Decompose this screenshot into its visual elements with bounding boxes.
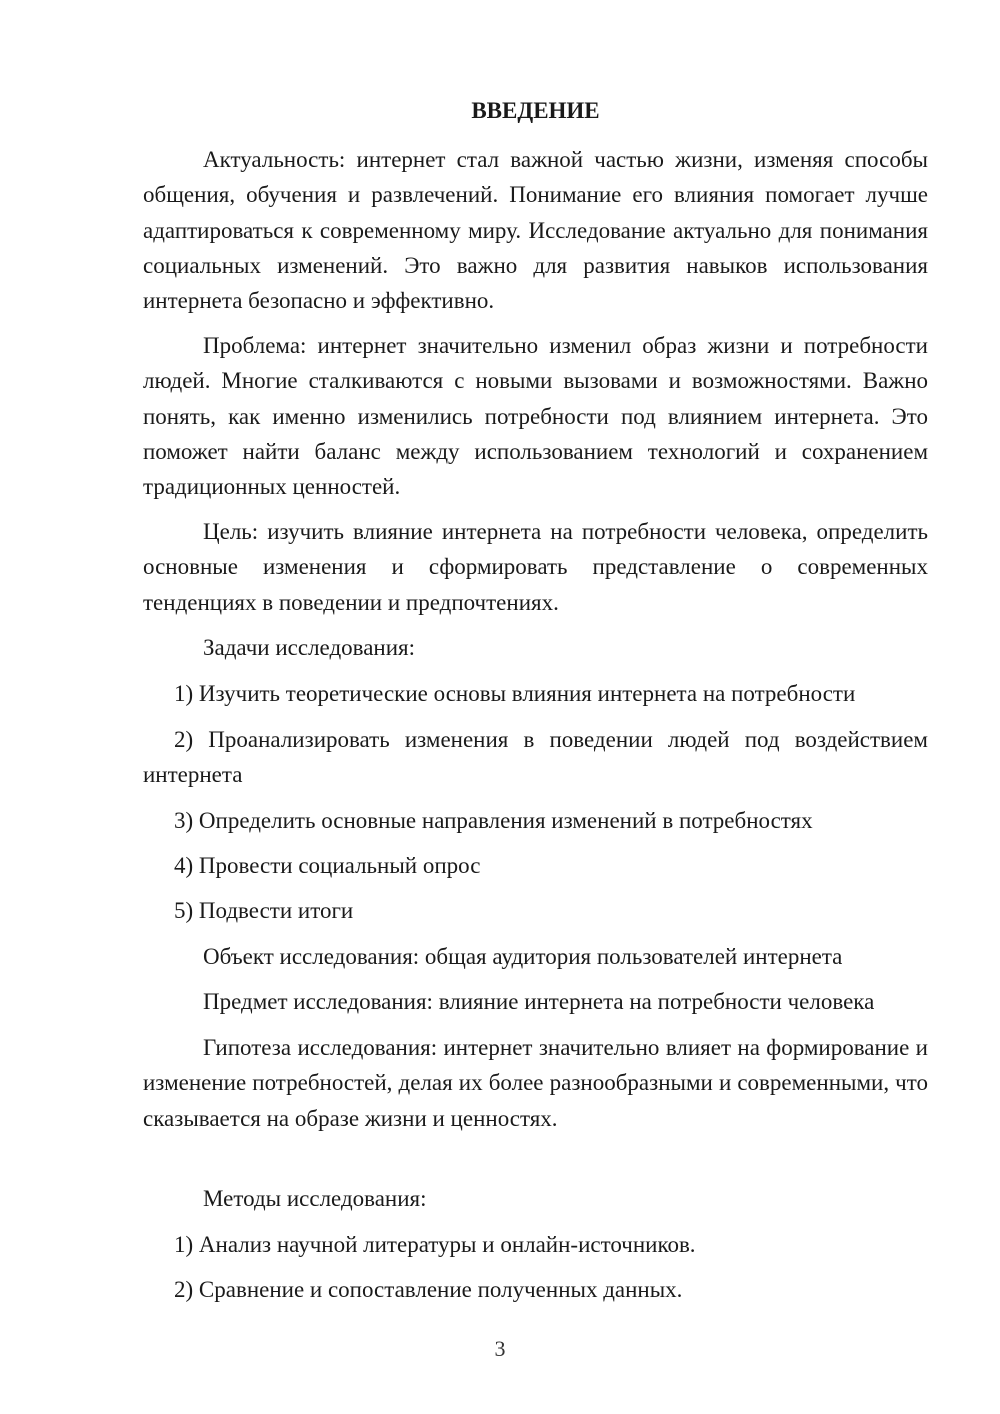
subject-paragraph: Предмет исследования: влияние интернета на потребности человека [203, 989, 875, 1014]
task-item-4: 4) Провести социальный опрос [174, 853, 481, 878]
goal-paragraph: Цель: изучить влияние интернета на потребности человека, определить основные изменения и сформировать представление о современных тенденциях в поведении и предпочтениях. [143, 519, 928, 615]
task-item-3: 3) Определить основные направления изменений в потребностях [174, 808, 813, 833]
method-item-2: 2) Сравнение и сопоставление полученных данных. [174, 1277, 683, 1302]
object-paragraph: Объект исследования: общая аудитория пользователей интернета [203, 944, 843, 969]
page-title: ВВЕДЕНИЕ [471, 98, 600, 123]
task-item-5: 5) Подвести итоги [174, 898, 354, 923]
page-number: 3 [494, 1336, 506, 1361]
method-item-1: 1) Анализ научной литературы и онлайн-источников. [174, 1232, 696, 1257]
tasks-heading: Задачи исследования: [203, 635, 416, 660]
problem-paragraph: Проблема: интернет значительно изменил образ жизни и потребности людей. Многие сталкиваются с новыми вызовами и возможностями. Важно понять, как именно изменились потребности под влиянием интернета. Это поможет найти баланс между использованием технологий и сохранением традиционных ценностей. [143, 333, 928, 500]
task-item-2: 2) Проанализировать изменения в поведении людей под воздействием интернета [143, 727, 928, 788]
methods-heading: Методы исследования: [203, 1186, 427, 1211]
hypothesis-paragraph: Гипотеза исследования: интернет значительно влияет на формирование и изменение потребностей, делая их более разнообразными и современными, что сказывается на образе жизни и ценностях. [143, 1035, 928, 1131]
task-item-1: 1) Изучить теоретические основы влияния интернета на потребности [174, 681, 856, 706]
relevance-paragraph: Актуальность: интернет стал важной частью жизни, изменяя способы общения, обучения и развлечений. Понимание его влияния помогает лучше адаптироваться к современному миру. Исследование актуально для понимания социальных изменений. Это важно для развития навыков использования интернета безопасно и эффективно. [143, 147, 928, 314]
